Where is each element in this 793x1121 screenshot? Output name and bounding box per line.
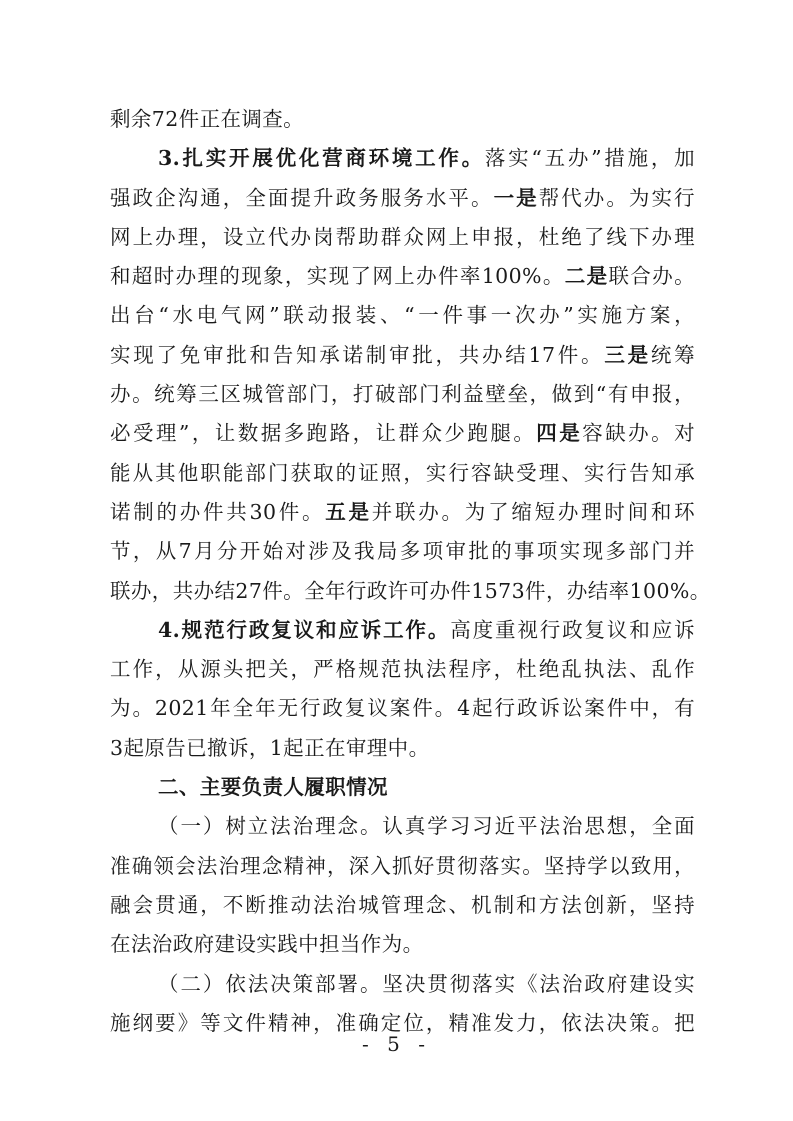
- text-line: [110, 965, 695, 1004]
- text-run: 并联办。为了缩短办理时间和环: [371, 499, 695, 524]
- text-run: 准确领会法治理念精神，深入抓好贯彻落实。坚持学以致用，: [110, 853, 695, 878]
- section-heading-line: [110, 139, 695, 178]
- text-line: [110, 925, 695, 964]
- text-run: （二）依法决策部署。坚决贯彻落实《法治政府建设实: [158, 971, 695, 996]
- text-run: 联合办。: [608, 264, 695, 289]
- emphasis-fourth: 四是: [536, 421, 583, 446]
- page-number: - 5 -: [362, 1032, 431, 1056]
- text-run: 出台“水电气网”联动报装、“一件事一次办”实施方案，: [110, 303, 695, 328]
- text-line: [110, 454, 695, 493]
- document-body: [110, 100, 711, 1043]
- text-run: 容缺办。对: [582, 421, 695, 446]
- section-heading-line: [110, 611, 695, 650]
- text-run: 高度重视行政复议和应诉: [450, 617, 695, 642]
- text-run: 和超时办理的现象，实现了网上办件率100%。: [110, 264, 565, 289]
- text-line: [110, 532, 695, 571]
- text-run: 实现了免审批和告知承诺制审批，共办结17件。: [110, 342, 605, 367]
- chapter-heading: 二、主要负责人履职情况: [158, 775, 388, 800]
- emphasis-third: 三是: [604, 342, 651, 367]
- chapter-heading-line: [110, 768, 695, 807]
- text-line: [110, 100, 695, 139]
- text-run: 为。2021年全年无行政复议案件。4起行政诉讼案件中，有: [110, 696, 695, 721]
- text-run: 诺制的办件共30件。: [110, 499, 326, 524]
- text-run: 必受理”，让数据多跑路，让群众少跑腿。: [110, 421, 537, 446]
- text-run: 在法治政府建设实践中担当作为。: [110, 932, 424, 957]
- section-heading-4: 4.规范行政复议和应诉工作。: [158, 617, 451, 642]
- text-run: 联办，共办结27件。全年行政许可办件1573件，办结率100%。: [110, 578, 711, 603]
- text-line: [110, 179, 695, 218]
- emphasis-first: 一是: [493, 185, 539, 210]
- text-line: [110, 296, 695, 335]
- text-run: 帮代办。为实行: [538, 185, 695, 210]
- text-line: [110, 375, 695, 414]
- text-run: 工作，从源头把关，严格规范执法程序，杜绝乱执法、乱作: [110, 657, 695, 682]
- text-run: 融会贯通，不断推动法治城管理念、机制和方法创新，坚持: [110, 892, 695, 917]
- text-line: [110, 689, 695, 728]
- text-run: 剩余72件正在调查。: [110, 107, 305, 131]
- text-line: [110, 847, 695, 886]
- text-run: 强政企沟通，全面提升政务服务水平。: [110, 185, 494, 210]
- text-line: [110, 414, 695, 453]
- text-run: 落实“五办”措施，加: [484, 146, 695, 171]
- text-run: 网上办理，设立代办岗帮助群众网上申报，杜绝了线下办理: [110, 224, 695, 249]
- section-heading-3: 3.扎实开展优化营商环境工作。: [158, 146, 485, 171]
- text-line: [110, 218, 695, 257]
- text-run: 能从其他职能部门获取的证照，实行容缺受理、实行告知承: [110, 460, 695, 485]
- text-run: 施纲要》等文件精神，准确定位，精准发力，依法决策。把: [110, 1010, 695, 1035]
- text-line: [110, 886, 695, 925]
- text-line: [110, 807, 695, 846]
- emphasis-fifth: 五是: [325, 499, 372, 524]
- text-line: [110, 650, 695, 689]
- text-line: [110, 336, 695, 375]
- emphasis-second: 二是: [564, 264, 609, 289]
- text-run: （一）树立法治理念。认真学习习近平法治思想，全面: [158, 814, 695, 839]
- text-line: [110, 257, 695, 296]
- text-line: [110, 493, 695, 532]
- text-run: 办。统筹三区城管部门，打破部门利益壁垒，做到“有申报，: [110, 382, 695, 407]
- text-line: [110, 572, 711, 611]
- text-run: 统筹: [650, 342, 695, 367]
- text-line: [110, 729, 695, 768]
- text-run: 节，从7月分开始对涉及我局多项审批的事项实现多部门并: [110, 539, 695, 564]
- text-run: 3起原告已撤诉，1起正在审理中。: [110, 735, 430, 760]
